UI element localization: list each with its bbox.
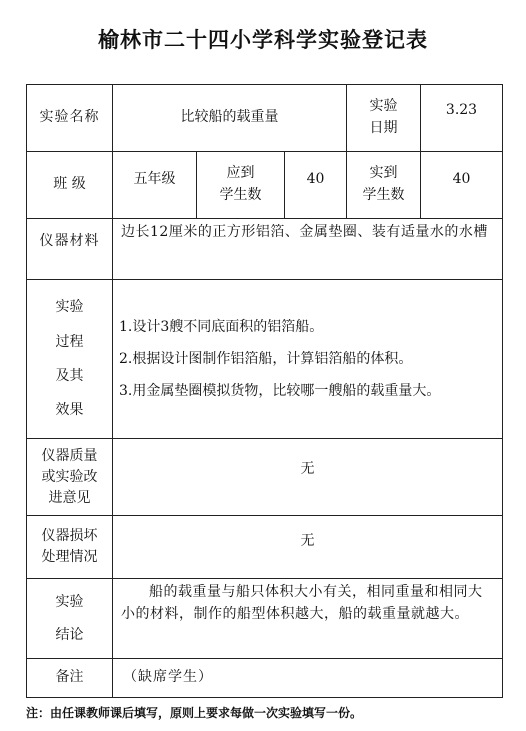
should-attend-label <box>197 152 284 218</box>
damage-label-line: 处理情况 <box>41 549 98 565</box>
quality-label <box>27 439 112 515</box>
class-label: 班 级 <box>53 176 86 193</box>
process-step: 1.设计3艘不同底面积的铝箔船。 <box>119 318 324 335</box>
experiment-date-label <box>347 85 420 151</box>
remarks-value: （缺席学生） <box>123 669 213 686</box>
actual-attend-label-line1: 实到 <box>369 165 398 182</box>
damage-label-line: 仪器损坏 <box>41 528 98 544</box>
process-step: 3.用金属垫圈模拟货物，比较哪一艘船的载重量大。 <box>119 383 441 400</box>
experiment-date-value: 3.23 <box>445 102 478 119</box>
conclusion-value: 船的载重量与船只体积大小有关，相同重量和相同大小的材料，制作的船型体积越大，船的载重量就越大。 <box>121 584 483 623</box>
table-border-bottom <box>26 697 503 698</box>
page-title: 榆林市二十四小学科学实验登记表 <box>98 28 428 52</box>
conclusion-label-line: 实验 <box>55 594 84 611</box>
process-label-line: 过程 <box>55 333 84 350</box>
experiment-date-label-line2: 日期 <box>369 120 398 136</box>
quality-label-line: 进意见 <box>48 489 91 506</box>
process-label-line: 及其 <box>55 368 84 384</box>
footer-note: 注：由任课教师课后填写，原则上要求每做一次实验填写一份。 <box>26 706 363 720</box>
process-step: 2.根据设计图制作铝箔船，计算铝箔船的体积。 <box>119 350 413 367</box>
quality-label-line: 仪器质量 <box>41 447 98 464</box>
materials-value: 边长12厘米的正方形铝箔、金属垫圈、装有适量水的水槽 <box>121 224 488 240</box>
experiment-name-label: 实验名称 <box>39 109 100 126</box>
damage-label <box>27 516 112 578</box>
actual-attend-label <box>347 152 420 218</box>
should-attend-label-line1: 应到 <box>226 165 255 182</box>
process-steps <box>113 280 502 438</box>
experiment-name-value: 比较船的载重量 <box>180 109 279 126</box>
process-label <box>27 280 112 438</box>
materials-label: 仪器材料 <box>39 233 100 249</box>
damage-value: 无 <box>300 533 315 550</box>
remarks-label: 备注 <box>55 669 84 686</box>
quality-value: 无 <box>300 461 315 478</box>
table-border-right <box>502 84 503 698</box>
actual-attend-value: 40 <box>452 171 471 188</box>
class-value: 五年级 <box>133 171 176 188</box>
should-attend-value: 40 <box>306 171 325 188</box>
actual-attend-label-line2: 学生数 <box>362 187 405 203</box>
conclusion-label-line: 结论 <box>55 626 84 643</box>
quality-label-line: 或实验改 <box>41 468 98 485</box>
conclusion-label <box>27 579 112 658</box>
process-label-line: 效果 <box>55 402 84 419</box>
experiment-date-label-line1: 实验 <box>369 98 398 115</box>
should-attend-label-line2: 学生数 <box>219 187 262 203</box>
process-label-line: 实验 <box>55 299 84 316</box>
